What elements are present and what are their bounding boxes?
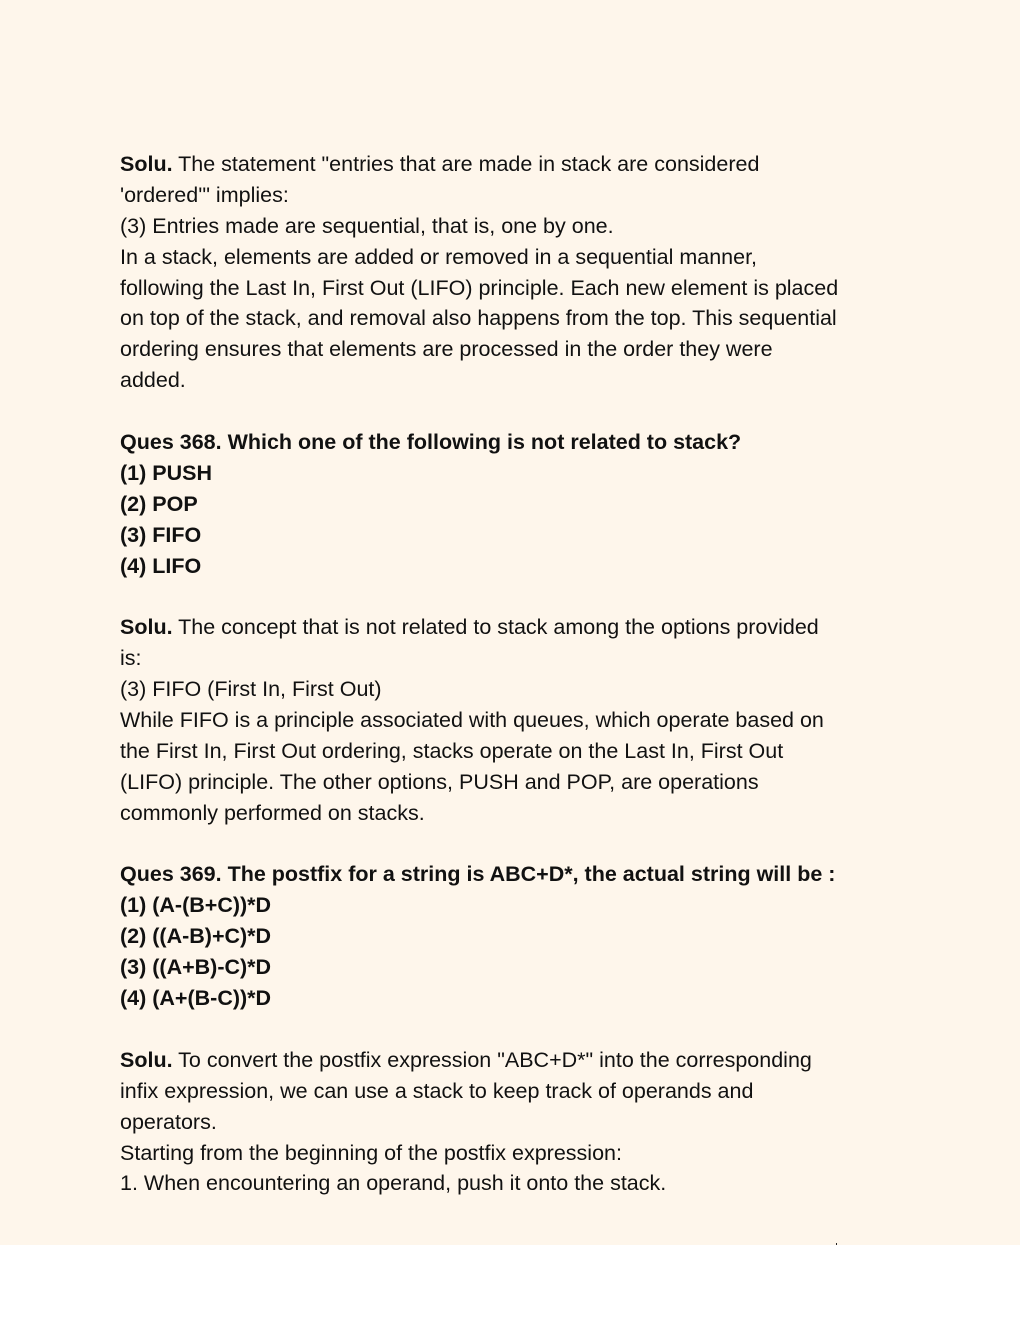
text-line <box>120 242 838 273</box>
line-text: (3) FIFO (First In, First Out) <box>120 677 382 702</box>
solution-label: Solu. <box>120 1047 173 1072</box>
text-line <box>120 921 838 952</box>
line-text: Ques 368. Which one of the following is not related to stack? <box>120 430 742 455</box>
line-text: on top of the stack, and removal also happens from the top. This sequential <box>120 306 837 331</box>
line-text: (2) POP <box>120 491 198 516</box>
line-text: The concept that is not related to stack among the options provided <box>172 615 819 640</box>
line-text: is: <box>120 646 142 671</box>
text-line <box>120 180 838 211</box>
text-line <box>120 952 838 983</box>
line-text: operators. <box>120 1109 217 1134</box>
line-text: 'ordered'" implies: <box>120 182 289 207</box>
text-line <box>120 983 838 1014</box>
solution-block <box>120 612 838 828</box>
line-text: Ques 369. The postfix for a string is ABC+D*, the actual string will be : <box>120 862 836 887</box>
text-line <box>120 890 838 921</box>
blank-line <box>120 396 838 427</box>
blank-line <box>120 1014 838 1045</box>
line-text: (4) LIFO <box>120 553 202 578</box>
text-line <box>120 674 838 705</box>
text-line <box>120 365 838 396</box>
text-line <box>120 458 838 489</box>
text-line <box>120 211 838 242</box>
line-text: (2) ((A-B)+C)*D <box>120 924 272 949</box>
line-text: (4) (A+(B-C))*D <box>120 986 272 1011</box>
question-block <box>120 859 838 1013</box>
text-line <box>120 149 838 180</box>
line-text: (3) FIFO <box>120 522 202 547</box>
line-text: The statement "entries that are made in stack are considered <box>172 152 760 176</box>
question-block <box>120 427 838 581</box>
text-line <box>120 489 838 520</box>
text-line <box>120 273 838 304</box>
line-text: following the Last In, First Out (LIFO) principle. Each new element is placed <box>120 275 839 300</box>
page-mark <box>836 1243 837 1245</box>
text-line <box>120 1168 838 1199</box>
text-line <box>120 334 838 365</box>
text-line <box>120 612 838 643</box>
line-text: 1. When encountering an operand, push it onto the stack. <box>120 1171 667 1196</box>
text-line <box>120 520 838 551</box>
text-line <box>120 427 838 458</box>
text-line <box>120 767 838 798</box>
blank-line <box>120 829 838 860</box>
text-line <box>120 705 838 736</box>
line-text: (LIFO) principle. The other options, PUSH and POP, are operations <box>120 769 759 794</box>
line-text: (3) Entries made are sequential, that is, one by one. <box>120 213 614 238</box>
solution-block <box>120 149 838 396</box>
blank-line <box>120 581 838 612</box>
solution-label: Solu. <box>120 615 173 640</box>
text-line <box>120 798 838 829</box>
text-line <box>120 303 838 334</box>
line-text: added. <box>120 368 186 393</box>
text-line <box>120 643 838 674</box>
line-text: To convert the postfix expression "ABC+D*" into the corresponding <box>172 1047 812 1072</box>
line-text: the First In, First Out ordering, stacks operate on the Last In, First Out <box>120 738 784 763</box>
line-text: In a stack, elements are added or removed in a sequential manner, <box>120 244 758 269</box>
text-line <box>120 1138 838 1169</box>
document-body <box>120 149 838 1199</box>
line-text: ordering ensures that elements are processed in the order they were <box>120 337 773 362</box>
text-line <box>120 1045 838 1076</box>
text-line <box>120 1107 838 1138</box>
line-text: infix expression, we can use a stack to keep track of operands and <box>120 1078 754 1103</box>
line-text: (1) PUSH <box>120 460 212 485</box>
line-text: Starting from the beginning of the postfix expression: <box>120 1140 622 1165</box>
solution-label: Solu. <box>120 152 173 176</box>
text-line <box>120 736 838 767</box>
text-line <box>120 859 838 890</box>
line-text: commonly performed on stacks. <box>120 800 425 825</box>
text-line <box>120 1076 838 1107</box>
line-text: (3) ((A+B)-C)*D <box>120 955 272 980</box>
line-text: (1) (A-(B+C))*D <box>120 893 272 918</box>
solution-block <box>120 1045 838 1199</box>
text-line <box>120 551 838 582</box>
line-text: While FIFO is a principle associated with queues, which operate based on <box>120 708 824 733</box>
